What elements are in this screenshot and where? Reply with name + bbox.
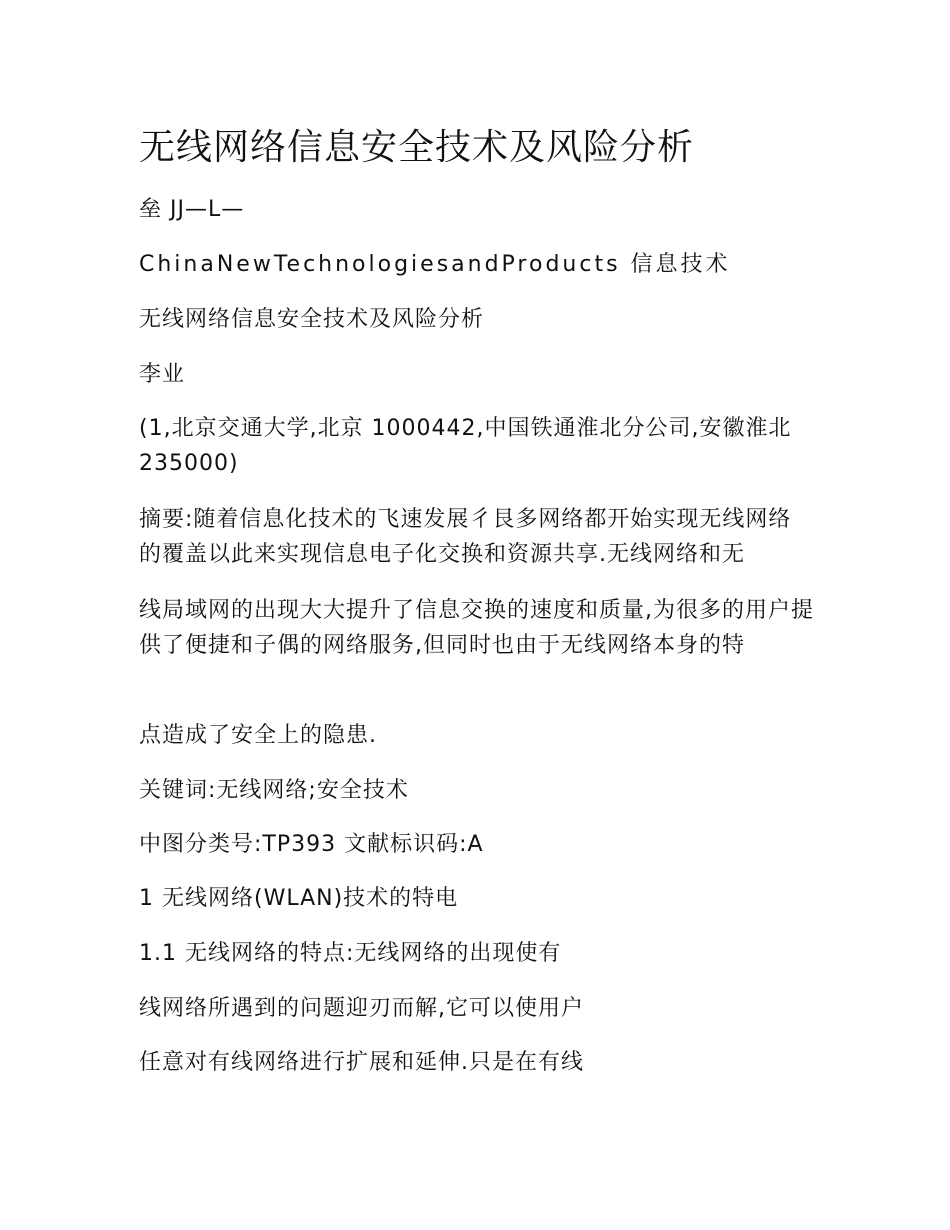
body-line-2: 线网络所遇到的问题迎刃而解,它可以使用户 (139, 996, 584, 1021)
classification-number: 中图分类号:TP393 文献标识码:A (139, 832, 484, 857)
journal-name: ChinaNewTechnologiesandProducts 信息技术 (139, 252, 731, 277)
abstract-part-2: 线局域网的出现大大提升了信息交换的速度和质量,为很多的用户提供了便捷和子偶的网络服务,但同时也由于无线网络本身的特 (139, 598, 814, 658)
article-title: 无线网络信息安全技术及风险分析 (139, 307, 485, 332)
abstract-part-3: 点造成了安全上的隐患. (139, 723, 377, 748)
body-line-1: 1.1 无线网络的特点:无线网络的出现使有 (139, 941, 562, 966)
author-affiliation: (1,北京交通大学,北京 1000442,中国铁通淮北分公司,安徽淮北 235000) (139, 416, 800, 476)
abstract-part-1: 摘要:随着信息化技术的飞速发展彳艮多网络都开始实现无线网络的覆盖以此来实现信息电子化交换和资源共享.无线网络和无 (139, 507, 792, 567)
section-heading-1: 1 无线网络(WLAN)技术的特电 (139, 886, 459, 911)
masthead-text: 垒 JJ—L— (139, 197, 245, 222)
author-name: 李业 (139, 362, 186, 387)
body-line-3: 任意对有线网络进行扩展和延伸.只是在有线 (139, 1050, 584, 1075)
keywords: 关键词:无线网络;安全技术 (139, 778, 409, 803)
document-title: 无线网络信息安全技术及风险分析 (139, 127, 695, 168)
